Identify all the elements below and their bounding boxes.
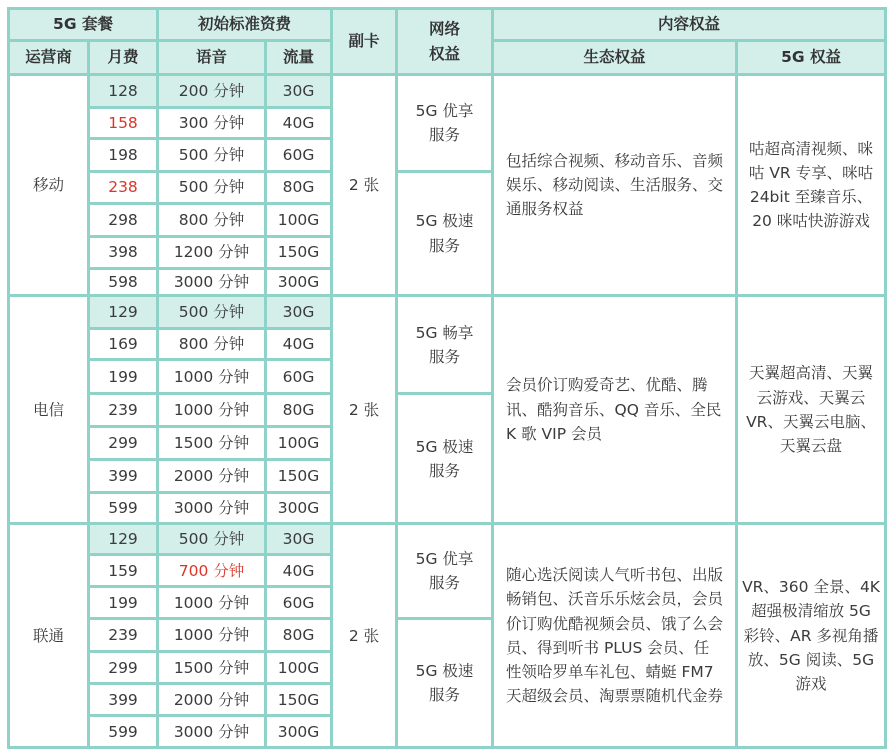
monthly-fee-cell: 129 xyxy=(89,296,158,329)
data-cell: 40G xyxy=(266,329,332,360)
voice-cell: 800 分钟 xyxy=(158,329,266,360)
plan-comparison-table xyxy=(7,7,887,749)
voice-cell: 500 分钟 xyxy=(158,139,266,172)
data-cell: 80G xyxy=(266,394,332,427)
monthly-fee-cell: 198 xyxy=(89,139,158,172)
monthly-fee-cell: 599 xyxy=(89,493,158,524)
monthly-fee-cell: 239 xyxy=(89,619,158,652)
voice-cell: 500 分钟 xyxy=(158,172,266,204)
voice-cell: 1000 分钟 xyxy=(158,619,266,652)
sub-card-cell: 2 张 xyxy=(332,296,397,524)
header-content: 内容权益 xyxy=(493,9,886,41)
table-row xyxy=(9,524,886,555)
data-cell: 60G xyxy=(266,587,332,619)
monthly-fee-cell: 239 xyxy=(89,394,158,427)
header-eco: 生态权益 xyxy=(493,41,737,75)
network-benefit-cell: 5G 极速 服务 xyxy=(397,619,493,748)
data-cell: 60G xyxy=(266,139,332,172)
header-5g: 5G 权益 xyxy=(737,41,886,75)
data-cell: 40G xyxy=(266,108,332,139)
header-sub-card: 副卡 xyxy=(332,9,397,75)
header-voice: 语音 xyxy=(158,41,266,75)
monthly-fee-cell: 128 xyxy=(89,75,158,108)
eco-benefit-cell: 包括综合视频、移动音乐、音频娱乐、移动阅读、生活服务、交通服务权益 xyxy=(493,75,737,296)
header-plan: 5G 套餐 xyxy=(9,9,158,41)
voice-cell: 1500 分钟 xyxy=(158,652,266,684)
voice-cell: 3000 分钟 xyxy=(158,493,266,524)
monthly-fee-cell: 598 xyxy=(89,269,158,296)
monthly-fee-cell: 299 xyxy=(89,652,158,684)
monthly-fee-cell: 159 xyxy=(89,555,158,587)
data-cell: 150G xyxy=(266,460,332,493)
voice-cell: 1500 分钟 xyxy=(158,427,266,460)
table-row xyxy=(9,296,886,329)
data-cell: 300G xyxy=(266,269,332,296)
voice-cell: 200 分钟 xyxy=(158,75,266,108)
voice-cell: 500 分钟 xyxy=(158,524,266,555)
network-benefit-cell: 5G 极速 服务 xyxy=(397,394,493,524)
voice-cell: 1000 分钟 xyxy=(158,394,266,427)
monthly-fee-cell: 199 xyxy=(89,587,158,619)
monthly-fee-cell: 399 xyxy=(89,460,158,493)
monthly-fee-cell: 399 xyxy=(89,684,158,716)
fiveg-benefit-cell: 咕超高清视频、咪咕 VR 专享、咪咕 24bit 至臻音乐、20 咪咕快游游戏 xyxy=(737,75,886,296)
voice-cell: 2000 分钟 xyxy=(158,460,266,493)
operator-cell: 电信 xyxy=(9,296,89,524)
voice-cell: 300 分钟 xyxy=(158,108,266,139)
voice-cell: 3000 分钟 xyxy=(158,716,266,748)
monthly-fee-cell: 199 xyxy=(89,360,158,394)
monthly-fee-cell: 129 xyxy=(89,524,158,555)
fiveg-benefit-cell: VR、360 全景、4K 超强极清缩放 5G 彩铃、AR 多视角播放、5G 阅读、5G 游戏 xyxy=(737,524,886,748)
data-cell: 100G xyxy=(266,652,332,684)
data-cell: 30G xyxy=(266,524,332,555)
operator-cell: 移动 xyxy=(9,75,89,296)
header-operator: 运营商 xyxy=(9,41,89,75)
data-cell: 30G xyxy=(266,75,332,108)
eco-benefit-cell: 会员价订购爱奇艺、优酷、腾讯、酷狗音乐、QQ 音乐、全民 K 歌 VIP 会员 xyxy=(493,296,737,524)
voice-cell: 1200 分钟 xyxy=(158,237,266,269)
data-cell: 300G xyxy=(266,493,332,524)
data-cell: 80G xyxy=(266,172,332,204)
data-cell: 80G xyxy=(266,619,332,652)
header-monthly: 月费 xyxy=(89,41,158,75)
voice-cell: 2000 分钟 xyxy=(158,684,266,716)
table-row xyxy=(9,75,886,108)
sub-card-cell: 2 张 xyxy=(332,75,397,296)
monthly-fee-cell: 169 xyxy=(89,329,158,360)
network-benefit-cell: 5G 优享 服务 xyxy=(397,524,493,619)
header-basic-fee: 初始标准资费 xyxy=(158,9,332,41)
monthly-fee-cell: 298 xyxy=(89,204,158,237)
header-data: 流量 xyxy=(266,41,332,75)
data-cell: 100G xyxy=(266,204,332,237)
voice-cell: 1000 分钟 xyxy=(158,360,266,394)
network-benefit-cell: 5G 优享 服务 xyxy=(397,75,493,172)
voice-cell: 3000 分钟 xyxy=(158,269,266,296)
voice-cell: 500 分钟 xyxy=(158,296,266,329)
monthly-fee-cell: 158 xyxy=(89,108,158,139)
voice-cell: 800 分钟 xyxy=(158,204,266,237)
data-cell: 150G xyxy=(266,684,332,716)
monthly-fee-cell: 398 xyxy=(89,237,158,269)
data-cell: 60G xyxy=(266,360,332,394)
sub-card-cell: 2 张 xyxy=(332,524,397,748)
data-cell: 100G xyxy=(266,427,332,460)
monthly-fee-cell: 238 xyxy=(89,172,158,204)
monthly-fee-cell: 299 xyxy=(89,427,158,460)
network-benefit-cell: 5G 畅享 服务 xyxy=(397,296,493,394)
voice-cell: 1000 分钟 xyxy=(158,587,266,619)
monthly-fee-cell: 599 xyxy=(89,716,158,748)
voice-cell: 700 分钟 xyxy=(158,555,266,587)
header-network: 网络 权益 xyxy=(397,9,493,75)
operator-cell: 联通 xyxy=(9,524,89,748)
data-cell: 30G xyxy=(266,296,332,329)
network-benefit-cell: 5G 极速 服务 xyxy=(397,172,493,296)
data-cell: 300G xyxy=(266,716,332,748)
fiveg-benefit-cell: 天翼超高清、天翼云游戏、天翼云 VR、天翼云电脑、天翼云盘 xyxy=(737,296,886,524)
data-cell: 150G xyxy=(266,237,332,269)
eco-benefit-cell: 随心选沃阅读人气听书包、出版畅销包、沃音乐乐炫会员，会员价订购优酷视频会员、饿了么会员、得到听书 PLUS 会员、任性领哈罗单车礼包、蜻蜓 FM7 天超级会员、淘票票随机代金券 xyxy=(493,524,737,748)
data-cell: 40G xyxy=(266,555,332,587)
